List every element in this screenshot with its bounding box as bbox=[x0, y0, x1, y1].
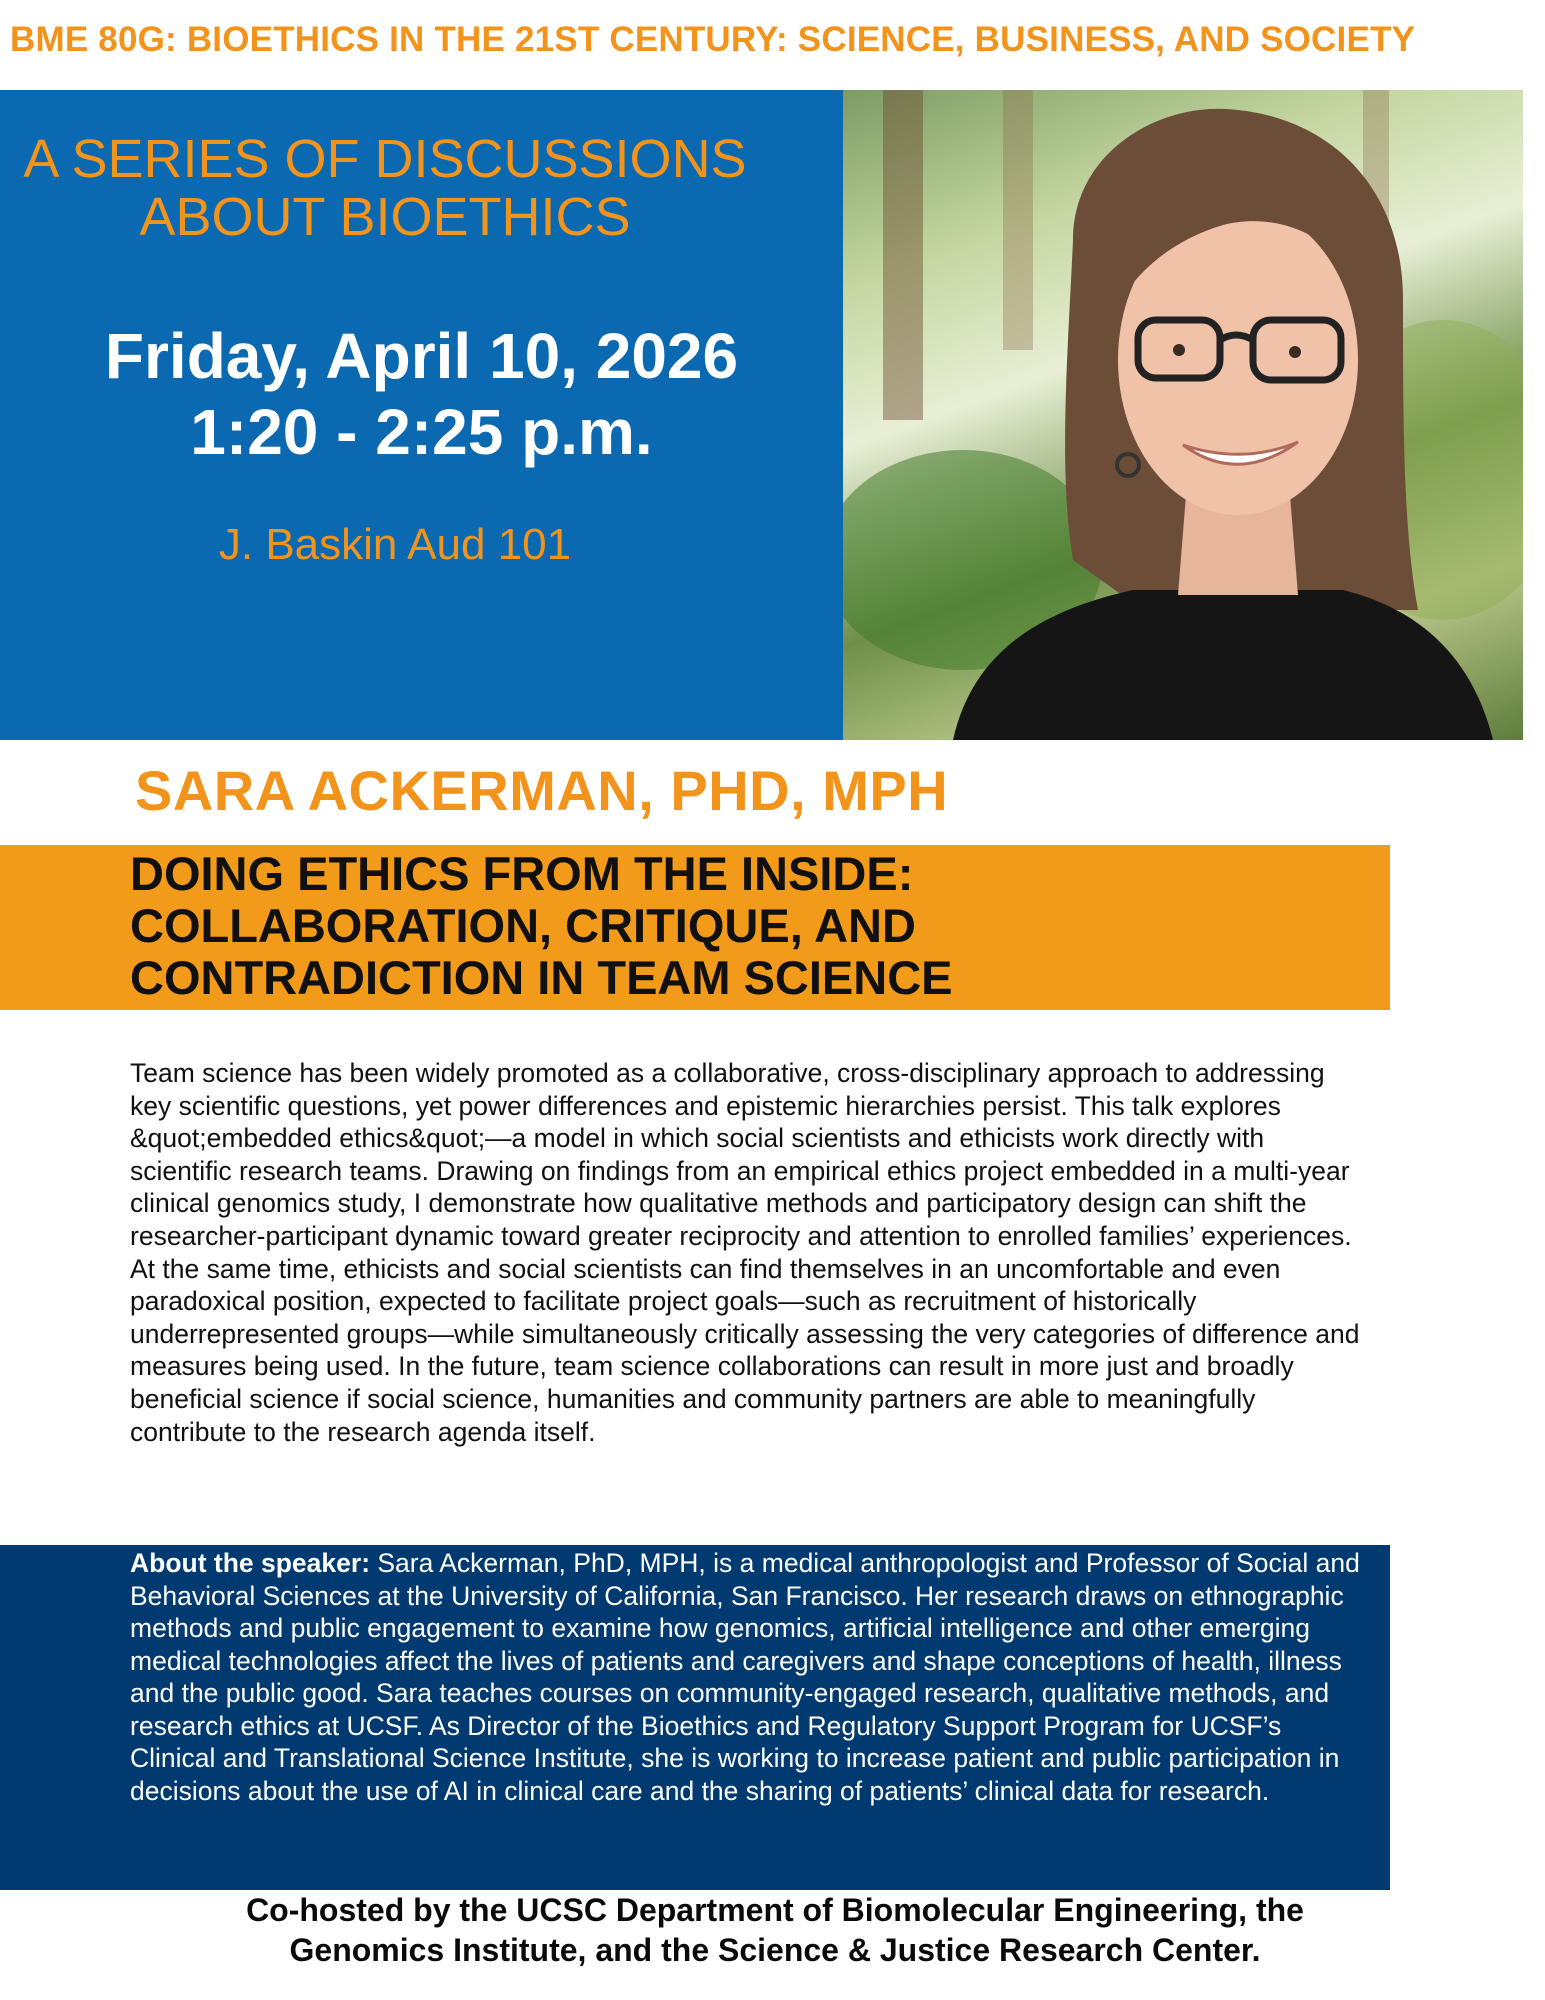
cohost-line-1: Co-hosted by the UCSC Department of Biomolecular Engineering, the bbox=[246, 1892, 1304, 1928]
event-datetime bbox=[0, 318, 843, 470]
speaker-bio bbox=[130, 1547, 1360, 1807]
speaker-photo bbox=[843, 90, 1523, 740]
talk-title-line-2: COLLABORATION, CRITIQUE, AND bbox=[130, 899, 916, 952]
talk-title bbox=[130, 848, 1370, 1004]
talk-title-line-3: CONTRADICTION IN TEAM SCIENCE bbox=[130, 951, 953, 1004]
bio-label: About the speaker: bbox=[130, 1548, 371, 1578]
course-header: BME 80G: BIOETHICS IN THE 21ST CENTURY: SCIENCE, BUSINESS, AND SOCIETY bbox=[10, 20, 1416, 59]
series-title-line-2: ABOUT BIOETHICS bbox=[139, 187, 631, 247]
series-title-line-1: A SERIES OF DISCUSSIONS bbox=[23, 129, 747, 189]
cohost-credit bbox=[200, 1890, 1350, 1970]
event-location: J. Baskin Aud 101 bbox=[218, 520, 572, 569]
talk-title-line-1: DOING ETHICS FROM THE INSIDE: bbox=[130, 847, 914, 900]
speaker-portrait-icon bbox=[843, 90, 1523, 740]
series-title bbox=[0, 130, 770, 246]
talk-abstract: Team science has been widely promoted as a collaborative, cross-disciplinary approach to addressing key scientific questions, yet power differences and epistemic hierarchies persist. This talk explores &quot;embedded ethics&quot;—a model in which social scientists and ethicists work directly with scientific research teams. Drawing on findings from an empirical ethics project embedded in a multi-year clinical genomics study, I demonstrate how qualitative methods and participatory design can shift the researcher-participant dynamic toward greater reciprocity and attention to enrolled families’ experiences. At the same time, ethicists and social scientists can find themselves in an uncomfortable and even paradoxical position, expected to facilitate project goals—such as recruitment of historically underrepresented groups—while simultaneously critically assessing the very categories of difference and measures being used. In the future, team science collaborations can result in more just and broadly beneficial science if social science, humanities and community partners are able to meaningfully contribute to the research agenda itself. bbox=[130, 1058, 1360, 1447]
speaker-name: SARA ACKERMAN, PHD, MPH bbox=[135, 759, 949, 822]
cohost-line-2: Genomics Institute, and the Science & Justice Research Center. bbox=[289, 1932, 1261, 1968]
event-date: Friday, April 10, 2026 bbox=[104, 320, 739, 392]
bio-text: Sara Ackerman, PhD, MPH, is a medical anthropologist and Professor of Social and Behavioral Sciences at the University of California, San Francisco. Her research draws on ethnographic methods and public engagement to examine how genomics, artificial intelligence and other emerging medical technologies affect the lives of patients and caregivers and shape conceptions of health, illness and the public good. Sara teaches courses on community-engaged research, qualitative methods, and research ethics at UCSF. As Director of the Bioethics and Regulatory Support Program for UCSF’s Clinical and Translational Science Institute, she is working to increase patient and public participation in decisions about the use of AI in clinical care and the sharing of patients’ clinical data for research. bbox=[130, 1548, 1360, 1806]
event-time: 1:20 - 2:25 p.m. bbox=[190, 396, 653, 468]
